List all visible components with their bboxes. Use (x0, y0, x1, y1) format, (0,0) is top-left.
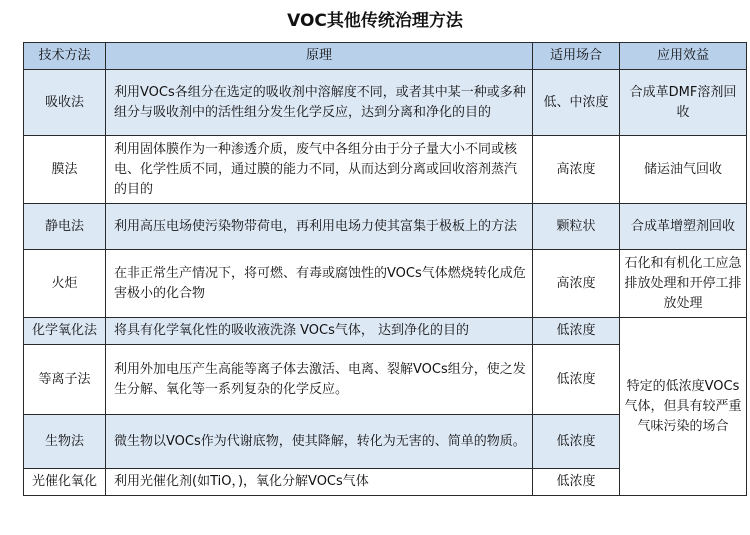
table-row (24, 136, 747, 204)
table-row (24, 70, 747, 136)
table-row (24, 204, 747, 250)
occasion-cell: 低浓度 (533, 469, 620, 496)
benefit-cell: 石化和有机化工应急排放处理和开停工排放处理 (620, 250, 747, 318)
benefit-cell: 储运油气回收 (620, 136, 747, 204)
page-title: VOC其他传统治理方法 (287, 11, 463, 31)
occasion-cell: 高浓度 (533, 250, 620, 318)
principle-cell: 在非正常生产情况下，将可燃、有毒或腐蚀性的VOCs气体燃烧转化成危害极小的化合物 (106, 250, 533, 318)
method-cell: 火炬 (24, 250, 106, 318)
occasion-cell: 低浓度 (533, 345, 620, 415)
benefit-cell: 合成革增塑剂回收 (620, 204, 747, 250)
table-row (24, 318, 747, 345)
principle-cell: 将具有化学氧化性的吸收液洗涤 VOCs气体， 达到净化的目的 (106, 318, 533, 345)
principle-cell: 利用VOCs各组分在选定的吸收剂中溶解度不同，或者其中某一种或多种组分与吸收剂中的活性组分发生化学反应，达到分离和净化的目的 (106, 70, 533, 136)
occasion-cell: 低浓度 (533, 318, 620, 345)
method-cell: 光催化氧化 (24, 469, 106, 496)
method-cell: 生物法 (24, 415, 106, 469)
occasion-cell: 高浓度 (533, 136, 620, 204)
principle-cell: 利用高压电场使污染物带荷电，再利用电场力使其富集于极板上的方法 (106, 204, 533, 250)
principle-cell: 利用固体膜作为一种渗透介质，废气中各组分由于分子量大小不同或核电、化学性质不同，通过膜的能力不同，从而达到分离或回收溶剂蒸汽的目的 (106, 136, 533, 204)
method-cell: 膜法 (24, 136, 106, 204)
principle-cell: 利用光催化剂(如TiO，)，氧化分解VOCs气体 (106, 469, 533, 496)
principle-cell: 利用外加电压产生高能等离子体去激活、电离、裂解VOCs组分，使之发生分解、氧化等一系列复杂的化学反应。 (106, 345, 533, 415)
header-method: 技术方法 (24, 43, 106, 70)
principle-cell: 微生物以VOCs作为代谢底物，使其降解，转化为无害的、简单的物质。 (106, 415, 533, 469)
benefit-cell: 合成革DMF溶剂回收 (620, 70, 747, 136)
method-cell: 吸收法 (24, 70, 106, 136)
header-benefit: 应用效益 (620, 43, 747, 70)
voc-methods-table (23, 42, 747, 496)
method-cell: 等离子法 (24, 345, 106, 415)
occasion-cell: 低、中浓度 (533, 70, 620, 136)
occasion-cell: 颗粒状 (533, 204, 620, 250)
merged-benefit-cell: 特定的低浓度VOCs气体，但具有较严重气味污染的场合 (620, 318, 747, 496)
method-cell: 化学氧化法 (24, 318, 106, 345)
table-row (24, 250, 747, 318)
header-principle: 原理 (106, 43, 533, 70)
method-cell: 静电法 (24, 204, 106, 250)
header-occasion: 适用场合 (533, 43, 620, 70)
occasion-cell: 低浓度 (533, 415, 620, 469)
table-header-row (24, 43, 747, 70)
